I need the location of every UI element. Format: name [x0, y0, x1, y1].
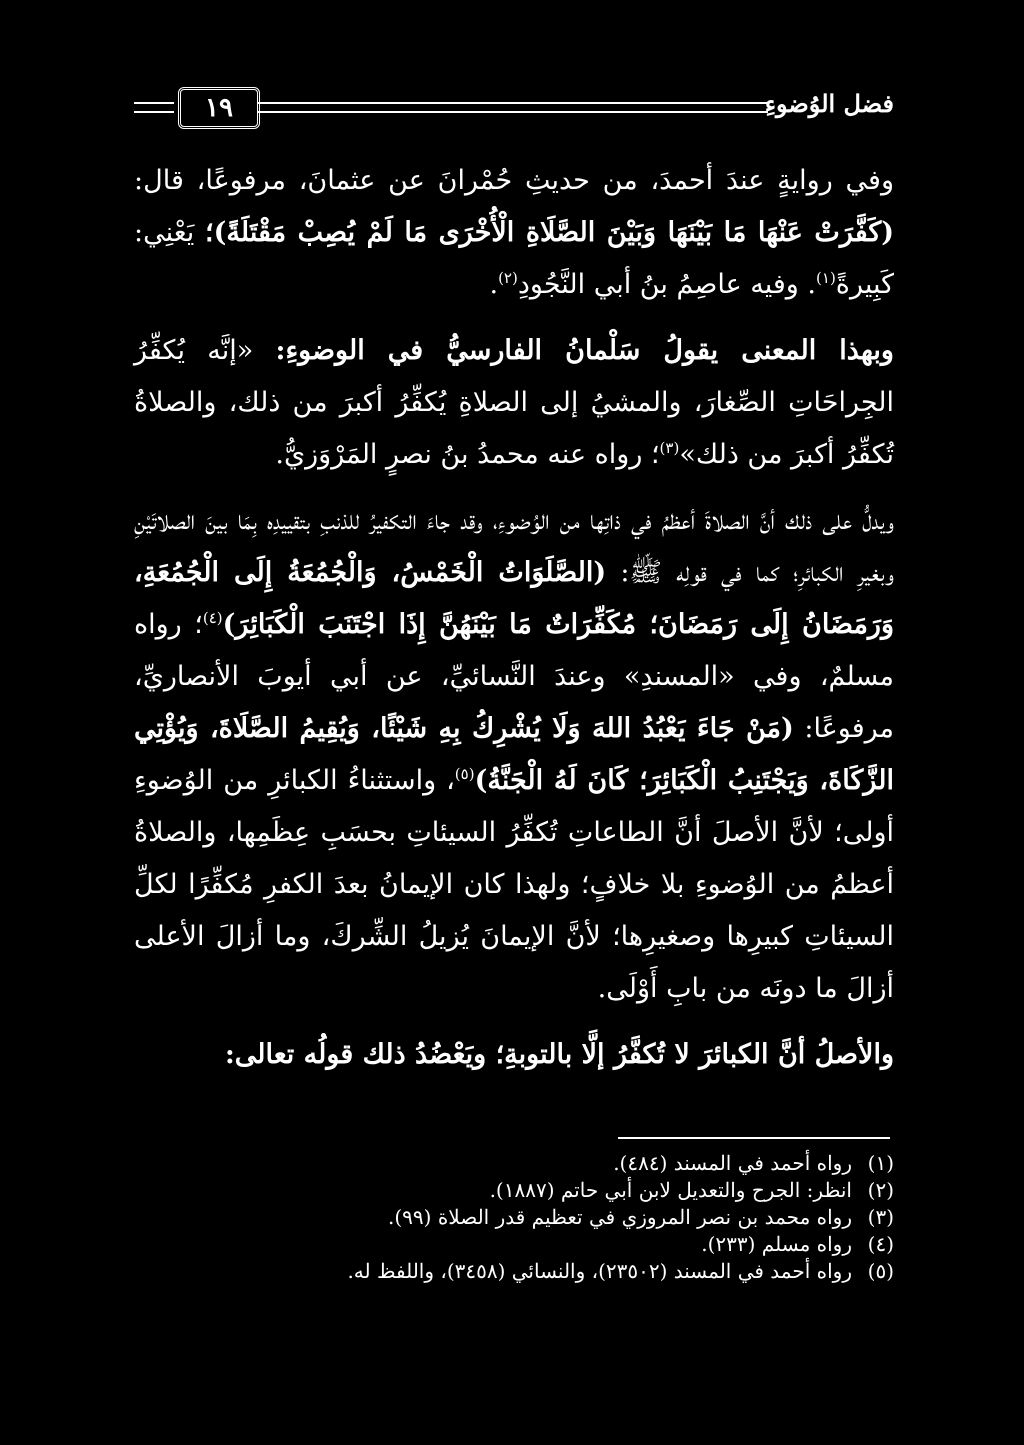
- p2-lead: وبهذا المعنى يقولُ سَلْمانُ الفارسيُّ في الوضوءِ:: [275, 335, 894, 366]
- footnote-text: رواه مسلم (٢٣٣).: [701, 1232, 852, 1256]
- footnote-number: (٥): [867, 1259, 894, 1283]
- chapter-title: فضل الوُضوءِ: [764, 89, 894, 118]
- footnote-ref-3: (٣): [659, 439, 680, 457]
- footnote-ref-1: (١): [816, 269, 836, 287]
- p3-hadith-quote-2: (مَنْ جَاءَ يَعْبُدُ اللهَ وَلَا يُشْرِكُ بِهِ شَيْئًا، وَيُقِيمُ الصَّلَاةَ، وَيُؤْتِي الزَّكَاةَ، وَيَجْتَنِبُ الْكَبَائِرَ؛ كَانَ لَهُ الْجَنَّةُ): [134, 713, 894, 796]
- main-text: [134, 155, 894, 1081]
- p3-mid: ؛ رواه مسلمٌ، وفي «المسندِ» وعندَ النَّسائيِّ، عن أبي أيوبَ الأنصاريِّ، مرفوعًا:: [134, 609, 894, 744]
- footnote-separator: [618, 1137, 890, 1139]
- footnote-4: [134, 1231, 894, 1258]
- footnote-text: رواه أحمد في المسند (٢٣٥٠٢)، والنسائي (٣٤٥٨)، واللفظ له.: [347, 1259, 852, 1283]
- p3-tail: ، واستثناءُ الكبائرِ من الوُضوءِ أولى؛ لأنَّ الأصلَ أنَّ الطاعاتِ تُكفِّرُ السيئاتِ بحسَبِ عِظَمِها، والصلاةُ أعظمُ من الوُضوءِ بلا خلافٍ؛ ولهذا كان الإيمانُ بعدَ الكفرِ مُكفِّرًا لكلِّ السيئاتِ كبيرِها وصغيرِها؛ لأنَّ الإيمانَ يُزيلُ الشِّركَ، وما أزالَ الأعلى أزالَ ما دونَه من بابِ أَوْلَى.: [134, 765, 894, 1004]
- p1-hadith-quote: (كَفَّرَتْ عَنْهَا مَا بَيْنَهَا وَبَيْنَ الصَّلَاةِ الْأُخْرَى مَا لَمْ يُصِبْ مَقْتَلَةً)؛: [205, 217, 895, 248]
- footnote-ref-4: (٤): [202, 609, 223, 627]
- header-rule-right: [258, 102, 768, 113]
- footnote-number: (١): [867, 1151, 894, 1175]
- page-number: ١٩: [178, 87, 260, 129]
- footnote-text: رواه أحمد في المسند (٤٨٤).: [613, 1151, 852, 1175]
- footnote-ref-5: (٥): [454, 765, 475, 783]
- footnote-ref-2: (٢): [498, 269, 518, 287]
- footnote-text: رواه محمد بن نصر المروزي في تعظيم قدر الصلاة (٩٩).: [388, 1205, 852, 1229]
- p3-hadith-quote: (الصَّلَوَاتُ الْخَمْسُ، وَالْجُمُعَةُ إِلَى الْجُمُعَةِ، وَرَمَضَانُ إِلَى رَمَضَانَ؛ مُكَفِّرَاتٌ مَا بَيْنَهُنَّ إِذَا اجْتَنَبَ الْكَبَائِرَ): [134, 557, 895, 640]
- footnote-1: [134, 1150, 894, 1177]
- header-rule-left: [134, 102, 174, 113]
- footnote-text: انظر: الجرح والتعديل لابن أبي حاتم (١٨٨٧).: [489, 1178, 852, 1202]
- footnote-number: (٣): [867, 1205, 894, 1229]
- p3-text: ويدلُّ على ذلك أنَّ الصلاةَ أعظمُ في ذاتِها من الوُضوءِ، وقد جاءَ التكفيرُ للذنبِ بتقييدِه بِمَا بينَ الصلاتَيْنِ وبغيرِ الكبائرِ؛ كما في قولِه ﷺ:: [134, 505, 894, 588]
- p2-tail: ؛ رواه عنه محمدُ بنُ نصرٍ المَرْوَزيُّ.: [275, 439, 660, 470]
- p1-end: يَعْنِي: كَبِيرةً: [134, 217, 894, 300]
- page-header: [134, 84, 894, 130]
- p1-text: وفي روايةٍ عندَ أحمدَ، من حديثِ حُمْرانَ عن عثمانَ، مرفوعًا، قال:: [134, 165, 894, 196]
- footnote-3: [134, 1204, 894, 1231]
- footnote-5: [134, 1258, 894, 1285]
- paragraph-3: [134, 495, 894, 1015]
- paragraph-2: [134, 325, 894, 481]
- footnote-number: (٢): [867, 1178, 894, 1202]
- paragraph-4: والأصلُ أنَّ الكبائرَ لا تُكفَّرُ إلَّا بالتوبةِ؛ ويَعْضُدُ ذلك قولُه تعالى:: [224, 1039, 894, 1070]
- footnote-2: [134, 1177, 894, 1204]
- footnote-number: (٤): [867, 1232, 894, 1256]
- paragraph-1: [134, 155, 894, 311]
- p2-text: «إنَّه يُكفِّرُ الجِراحَاتِ الصِّغارَ، والمشيُ إلى الصلاةِ يُكفِّرُ أكبرَ من ذلك، والصلاةُ تُكفِّرُ أكبرَ من ذلك»: [134, 335, 894, 470]
- footnotes: [134, 1150, 894, 1285]
- p1-tail: . وفيه عاصِمُ بنُ أبي النَّجُودِ: [517, 269, 817, 300]
- p1-close: .: [489, 269, 499, 300]
